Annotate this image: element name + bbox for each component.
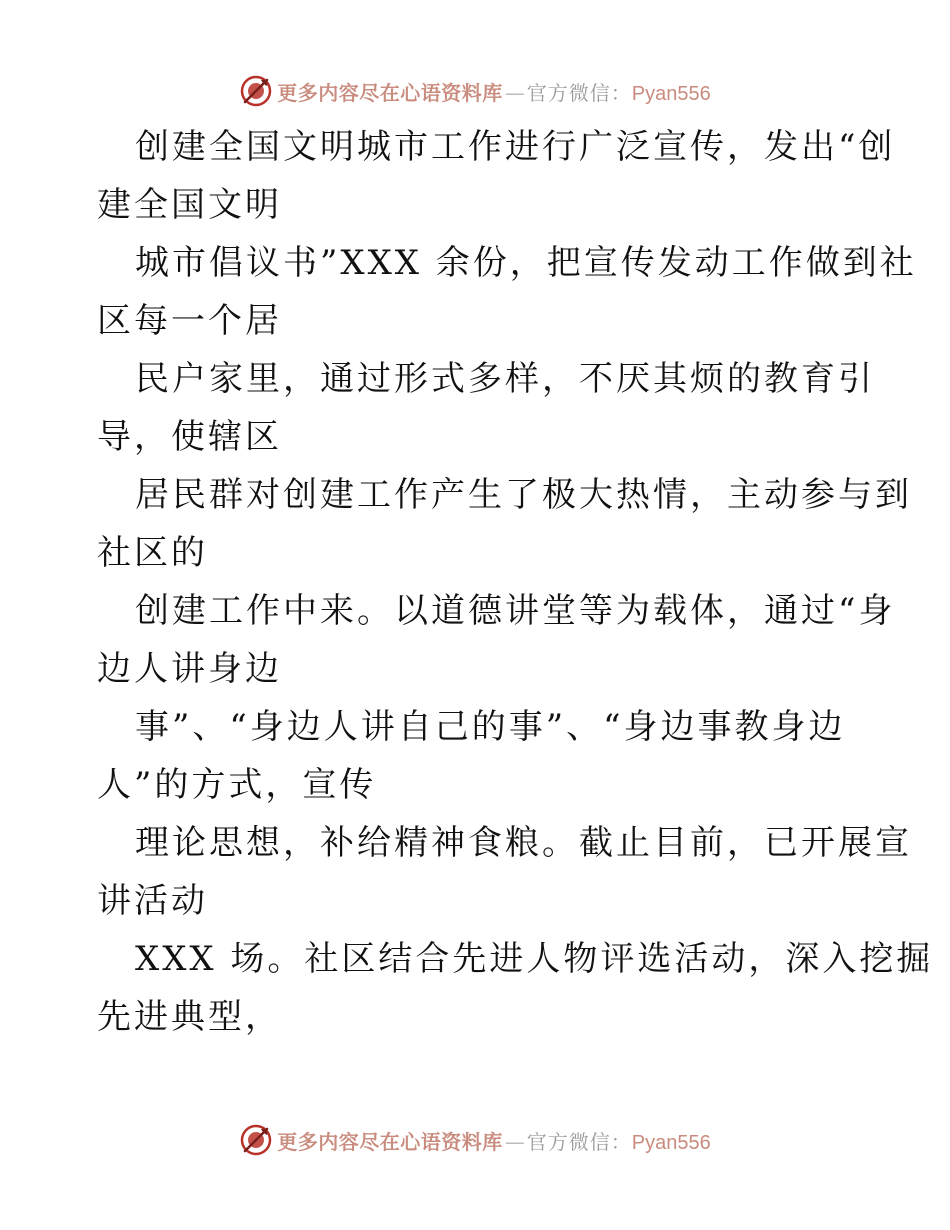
banner-separator: —: [504, 80, 525, 105]
banner-separator: —: [504, 1129, 525, 1154]
text-line: 居民群对创建工作产生了极大热情，主动参与到: [135, 475, 912, 515]
footer-banner: [0, 1120, 950, 1160]
text-line: 边人讲身边: [97, 649, 282, 689]
text-line: 区每一个居: [97, 301, 282, 341]
text-line: 创建工作中来。以道德讲堂等为载体，通过“身: [135, 591, 896, 631]
feather-logo-icon: [239, 1123, 273, 1157]
text-line: XXX 场。社区结合先进人物评选活动，深入挖掘: [135, 939, 934, 979]
banner-wechat-id: Pyan556: [631, 82, 711, 105]
text-line: 事”、“身边人讲自己的事”、“身边事教身边: [135, 707, 846, 747]
text-line: 人”的方式，宣传: [97, 765, 377, 805]
banner-subtitle: 官方微信：: [526, 1129, 632, 1154]
text-line: 讲活动: [97, 881, 208, 921]
feather-logo-icon: [239, 74, 273, 108]
document-body: [97, 118, 934, 1046]
text-line: 社区的: [97, 533, 208, 573]
text-line: 民户家里，通过形式多样，不厌其烦的教育引: [135, 359, 875, 399]
text-line: 城市倡议书”XXX 余份，把宣传发动工作做到社: [135, 243, 917, 283]
banner-wechat-id: Pyan556: [631, 1131, 711, 1154]
text-line: 先进典型，: [97, 997, 282, 1037]
text-line: 创建全国文明城市工作进行广泛宣传，发出“创: [135, 127, 896, 167]
banner-title: 更多内容尽在心语资料库: [277, 80, 503, 105]
banner-subtitle: 官方微信：: [526, 80, 632, 105]
banner-title: 更多内容尽在心语资料库: [277, 1129, 503, 1154]
text-line: 导，使辖区: [97, 417, 282, 457]
header-banner: [0, 71, 950, 111]
text-line: 理论思想，补给精神食粮。截止目前，已开展宣: [135, 823, 912, 863]
text-line: 建全国文明: [97, 185, 282, 225]
